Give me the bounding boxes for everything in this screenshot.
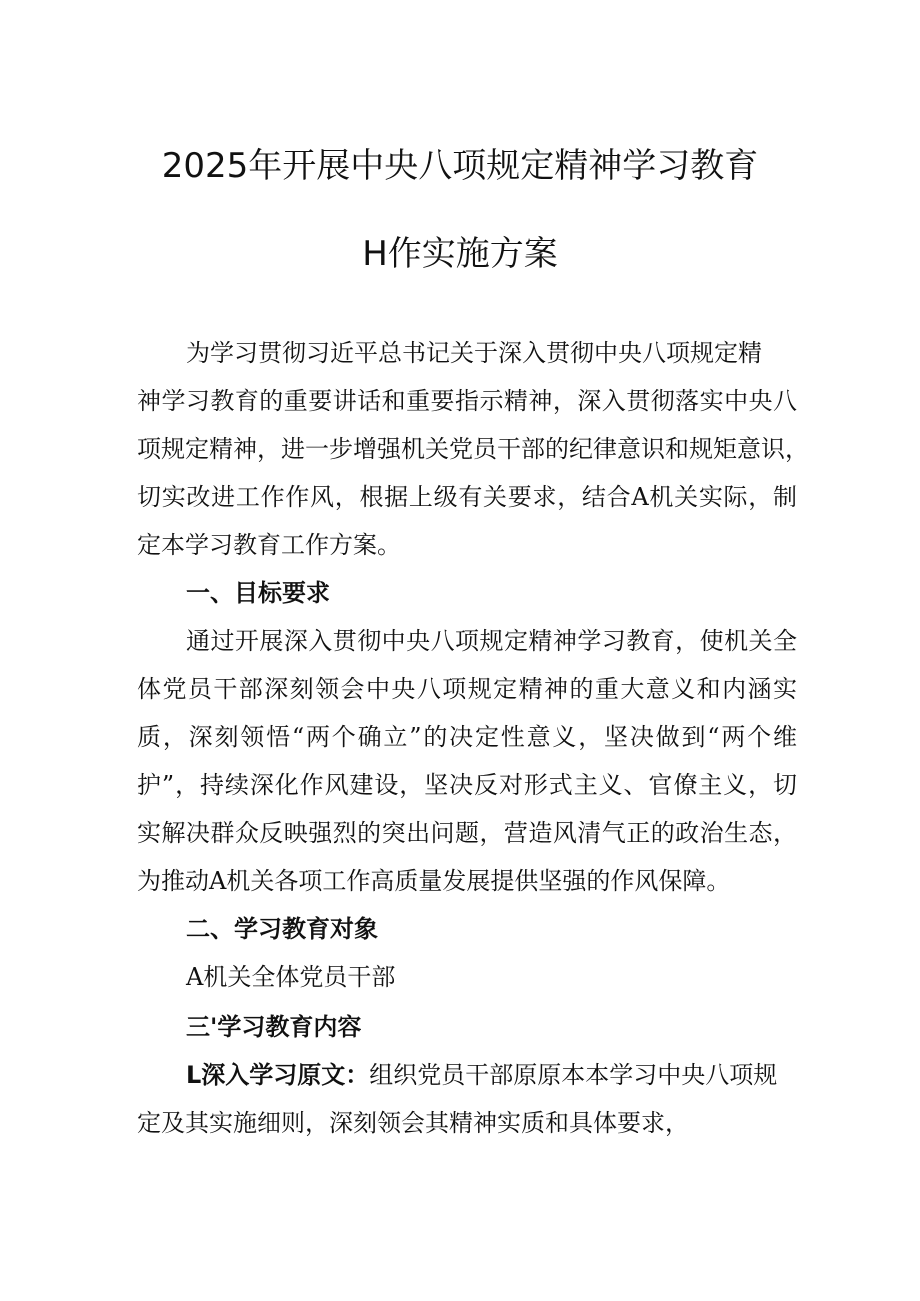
section-1-line-6: 为推动A机关各项工作高质量发展提供坚强的作风保障。 bbox=[137, 867, 731, 895]
item-1-line-2: 定及其实施细则，深刻领会其精神实质和具体要求， bbox=[137, 1109, 689, 1137]
document-title-line-1: 2025年开展中央八项规定精神学习教育 bbox=[161, 146, 759, 186]
section-3-heading: 三'学习教育内容 bbox=[186, 1013, 362, 1041]
item-1-label: L深入学习原文： bbox=[186, 1061, 370, 1089]
item-1-line-1 bbox=[186, 1060, 797, 1090]
section-1-line-1: 通过开展深入贯彻中央八项规定精神学习教育，使机关全 bbox=[186, 627, 797, 655]
intro-line-2: 神学习教育的重要讲话和重要指示精神，深入贯彻落实中央八 bbox=[137, 387, 797, 415]
section-1-line-5: 实解决群众反映强烈的突出问题，营造风清气正的政治生态， bbox=[137, 819, 797, 847]
intro-line-5: 定本学习教育工作方案。 bbox=[137, 531, 401, 559]
item-1-line-1-text: 组织党员干部原原本本学习中央八项规 bbox=[369, 1061, 778, 1089]
document-title-line-2: H作实施方案 bbox=[362, 234, 558, 274]
section-1-line-3: 质，深刻领悟“两个确立”的决定性意义，坚决做到“两个维 bbox=[137, 723, 797, 751]
section-1-heading: 一、目标要求 bbox=[186, 579, 330, 607]
intro-line-4: 切实改进工作作风，根据上级有关要求，结合A机关实际，制 bbox=[137, 483, 797, 511]
intro-line-1: 为学习贯彻习近平总书记关于深入贯彻中央八项规定精 bbox=[186, 339, 762, 367]
section-1-line-2: 体党员干部深刻领会中央八项规定精神的重大意义和内涵实 bbox=[137, 675, 797, 703]
intro-line-3: 项规定精神，进一步增强机关党员干部的纪律意识和规矩意识， bbox=[137, 435, 809, 463]
section-2-heading: 二、学习教育对象 bbox=[186, 915, 378, 943]
section-1-line-4: 护”，持续深化作风建设，坚决反对形式主义、官僚主义，切 bbox=[137, 771, 797, 799]
section-2-text: A机关全体党员干部 bbox=[186, 963, 396, 991]
